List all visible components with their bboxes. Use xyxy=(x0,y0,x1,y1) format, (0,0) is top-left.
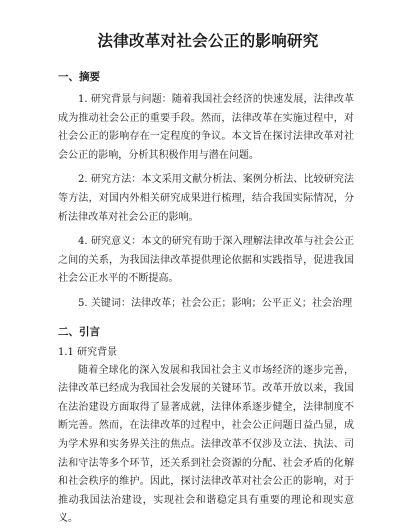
section-heading-abstract: 一、摘要 xyxy=(58,71,100,83)
abstract-paragraph-significance: 4. 研究意义：本文的研究有助于深入理解法律改革与社会公正之间的关系，为我国法律改革提供理论依据和实践指导，促进我国社会公正水平的不断提高。 xyxy=(58,236,354,285)
section-heading-introduction: 二、引言 xyxy=(58,325,100,338)
abstract-paragraph-methods: 2. 研究方法：本文采用文献分析法、案例分析法、比较研究法等方法，对国内外相关研究成果进行梳理，结合我国实际情况，分析法律改革对社会公正的影响。 xyxy=(58,174,354,223)
abstract-paragraph-keywords: 5. 关键词：法律改革；社会公正；影响；公平正义；社会治理 xyxy=(78,297,353,309)
subsection-heading-background: 1.1 研究背景 xyxy=(58,346,118,358)
document-title: 法律改革对社会公正的影响研究 xyxy=(97,31,319,50)
abstract-paragraph-background: 1. 研究背景与问题：随着我国社会经济的快速发展，法律改革成为推动社会公正的重要手段。然而，法律改革在实施过程中，对社会公正的影响存在一定程度的争议。本文旨在探讨法律改革对社会公正的影响，分析其积极作用与潜在问题。 xyxy=(58,94,354,161)
introduction-paragraph: 随着全球化的深入发展和我国社会主义市场经济的逐步完善，法律改革已经成为我国社会发展的关键环节。改革开放以来，我国在法治建设方面取得了显著成就，法律体系逐步健全，法律制度不断完善。然而，在法律改革的过程中，社会公正问题日益凸显，成为学术界和实务界关注的焦点。法律改革不仅涉及立法、执法、司法和守法等多个环节，还关系到社会资源的分配、社会矛盾的化解和社会秩序的维护。因此，探讨法律改革对社会公正的影响，对于推动我国法治建设，实现社会和谐稳定具有重要的理论和现实意义。 xyxy=(58,364,354,525)
